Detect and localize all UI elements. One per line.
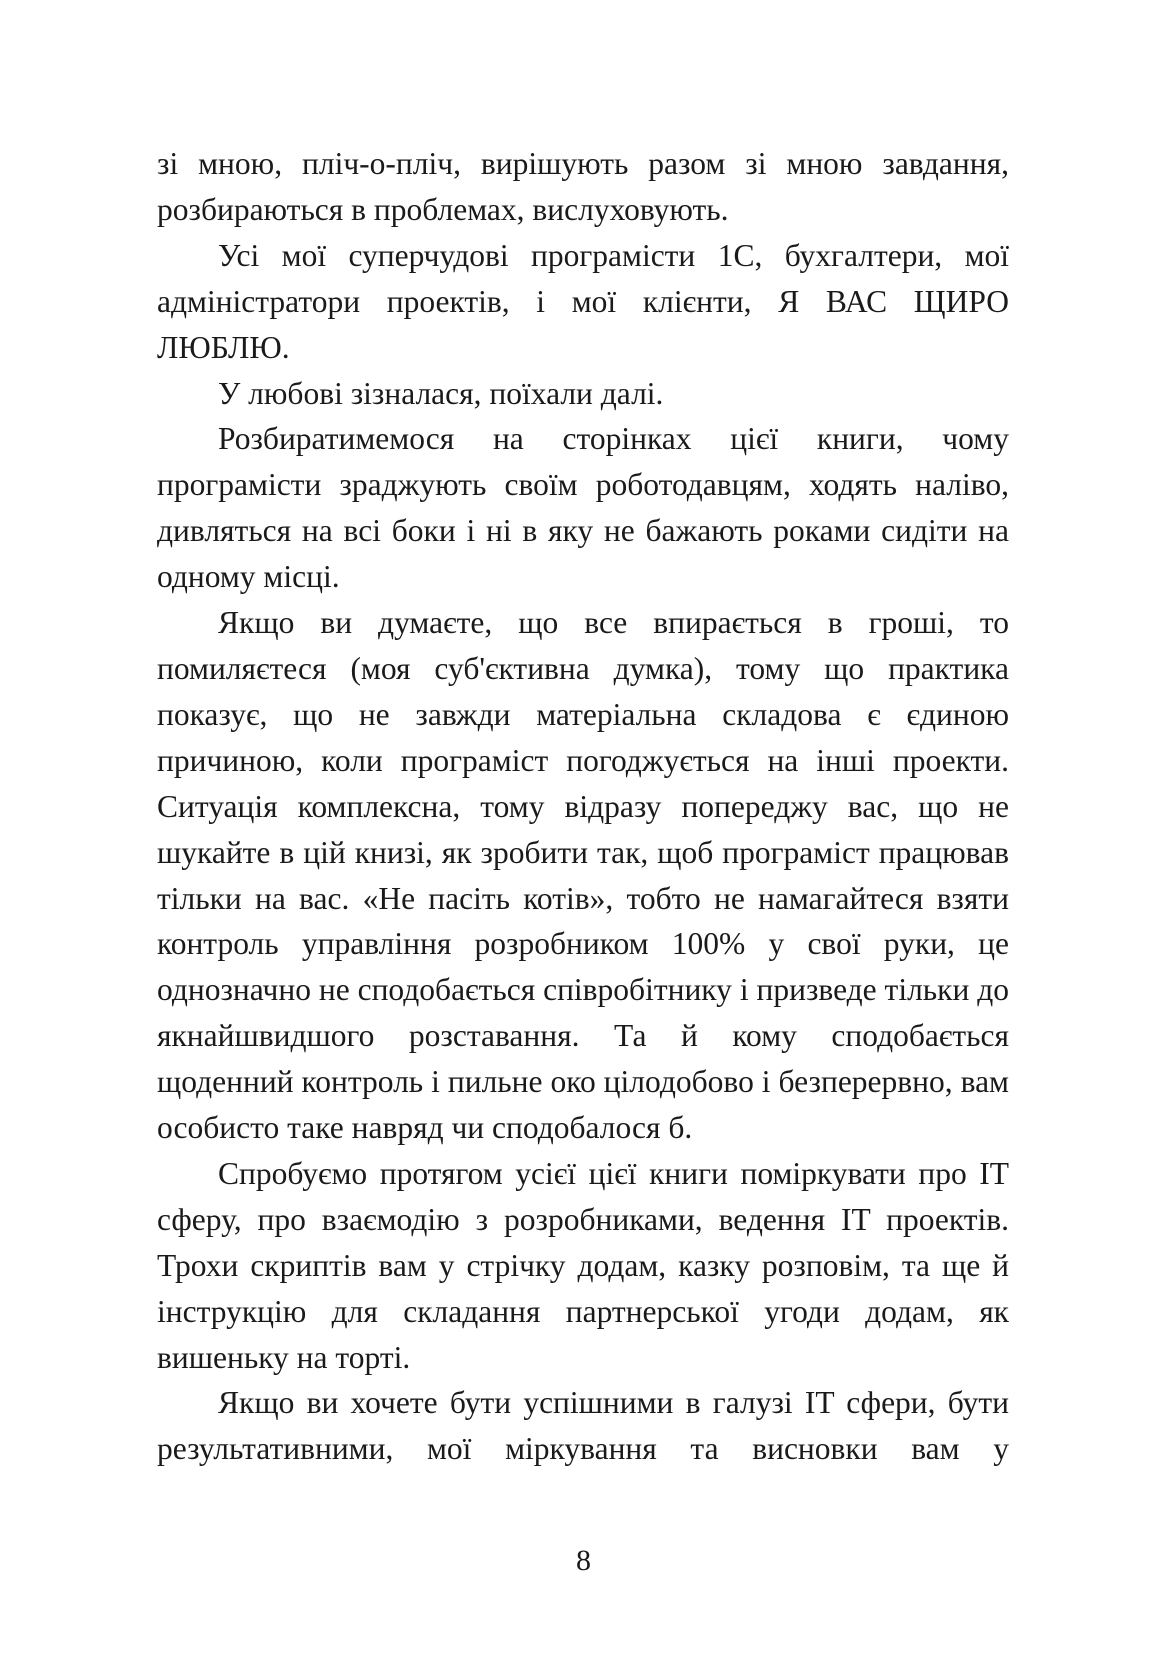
paragraph-1: зі мною, пліч-о-пліч, вирішують разом зі мною завдання, розбираються в проблемах, вислуховують. xyxy=(157,146,1009,227)
page-number: 8 xyxy=(576,1544,591,1577)
paragraph-6: Спробуємо протягом усієї цієї книги поміркувати про IT сферу, про взаємодію з розробниками, ведення IT проектів. Трохи скриптів вам у стрічку додам, казку розповім, та ще й інструкцію для складання партнерської угоди додам, як вишеньку на торті. xyxy=(157,1155,1009,1375)
paragraph-7: Якщо ви хочете бути успішними в галузі IT сфери, бути результативними, мої міркування та висновки вам у xyxy=(157,1385,1009,1467)
paragraph-5: Якщо ви думаєте, що все впирається в гроші, то помиляєтеся (моя суб'єктивна думка), тому що практика показує, що не завжди матеріальна складова є єдиною причиною, коли програміст погоджується на інші проекти. Ситуація комплексна, тому відразу попереджу вас, що не шукайте в цій книзі, як зробити так, щоб програміст працював тільки на вас. «Не пасіть котів», тобто не намагайтеся взяти контроль управління розробником 100% у свої руки, це однозначно не сподобається співробітнику і призведе тільки до якнайшвидшого розставання. Та й кому сподобається щоденний контроль і пильне око цілодобово і безперервно, вам особисто таке навряд чи сподобалося б. xyxy=(157,605,1009,1146)
paragraph-3: У любові зізналася, поїхали далі. xyxy=(218,375,664,411)
body-text xyxy=(157,141,1009,1472)
paragraph-4: Розбиратимемося на сторінках цієї книги, чому програмісти зраджують своїм роботодавцям, ходять наліво, дивляться на всі боки і ні в яку не бажають роками сидіти на одному місці. xyxy=(157,421,1009,595)
paragraph-2: Усі мої суперчудові програмісти 1С, бухгалтери, мої адміністратори проектів, і мої клієнти, Я ВАС ЩИРО ЛЮБЛЮ. xyxy=(157,237,1009,365)
